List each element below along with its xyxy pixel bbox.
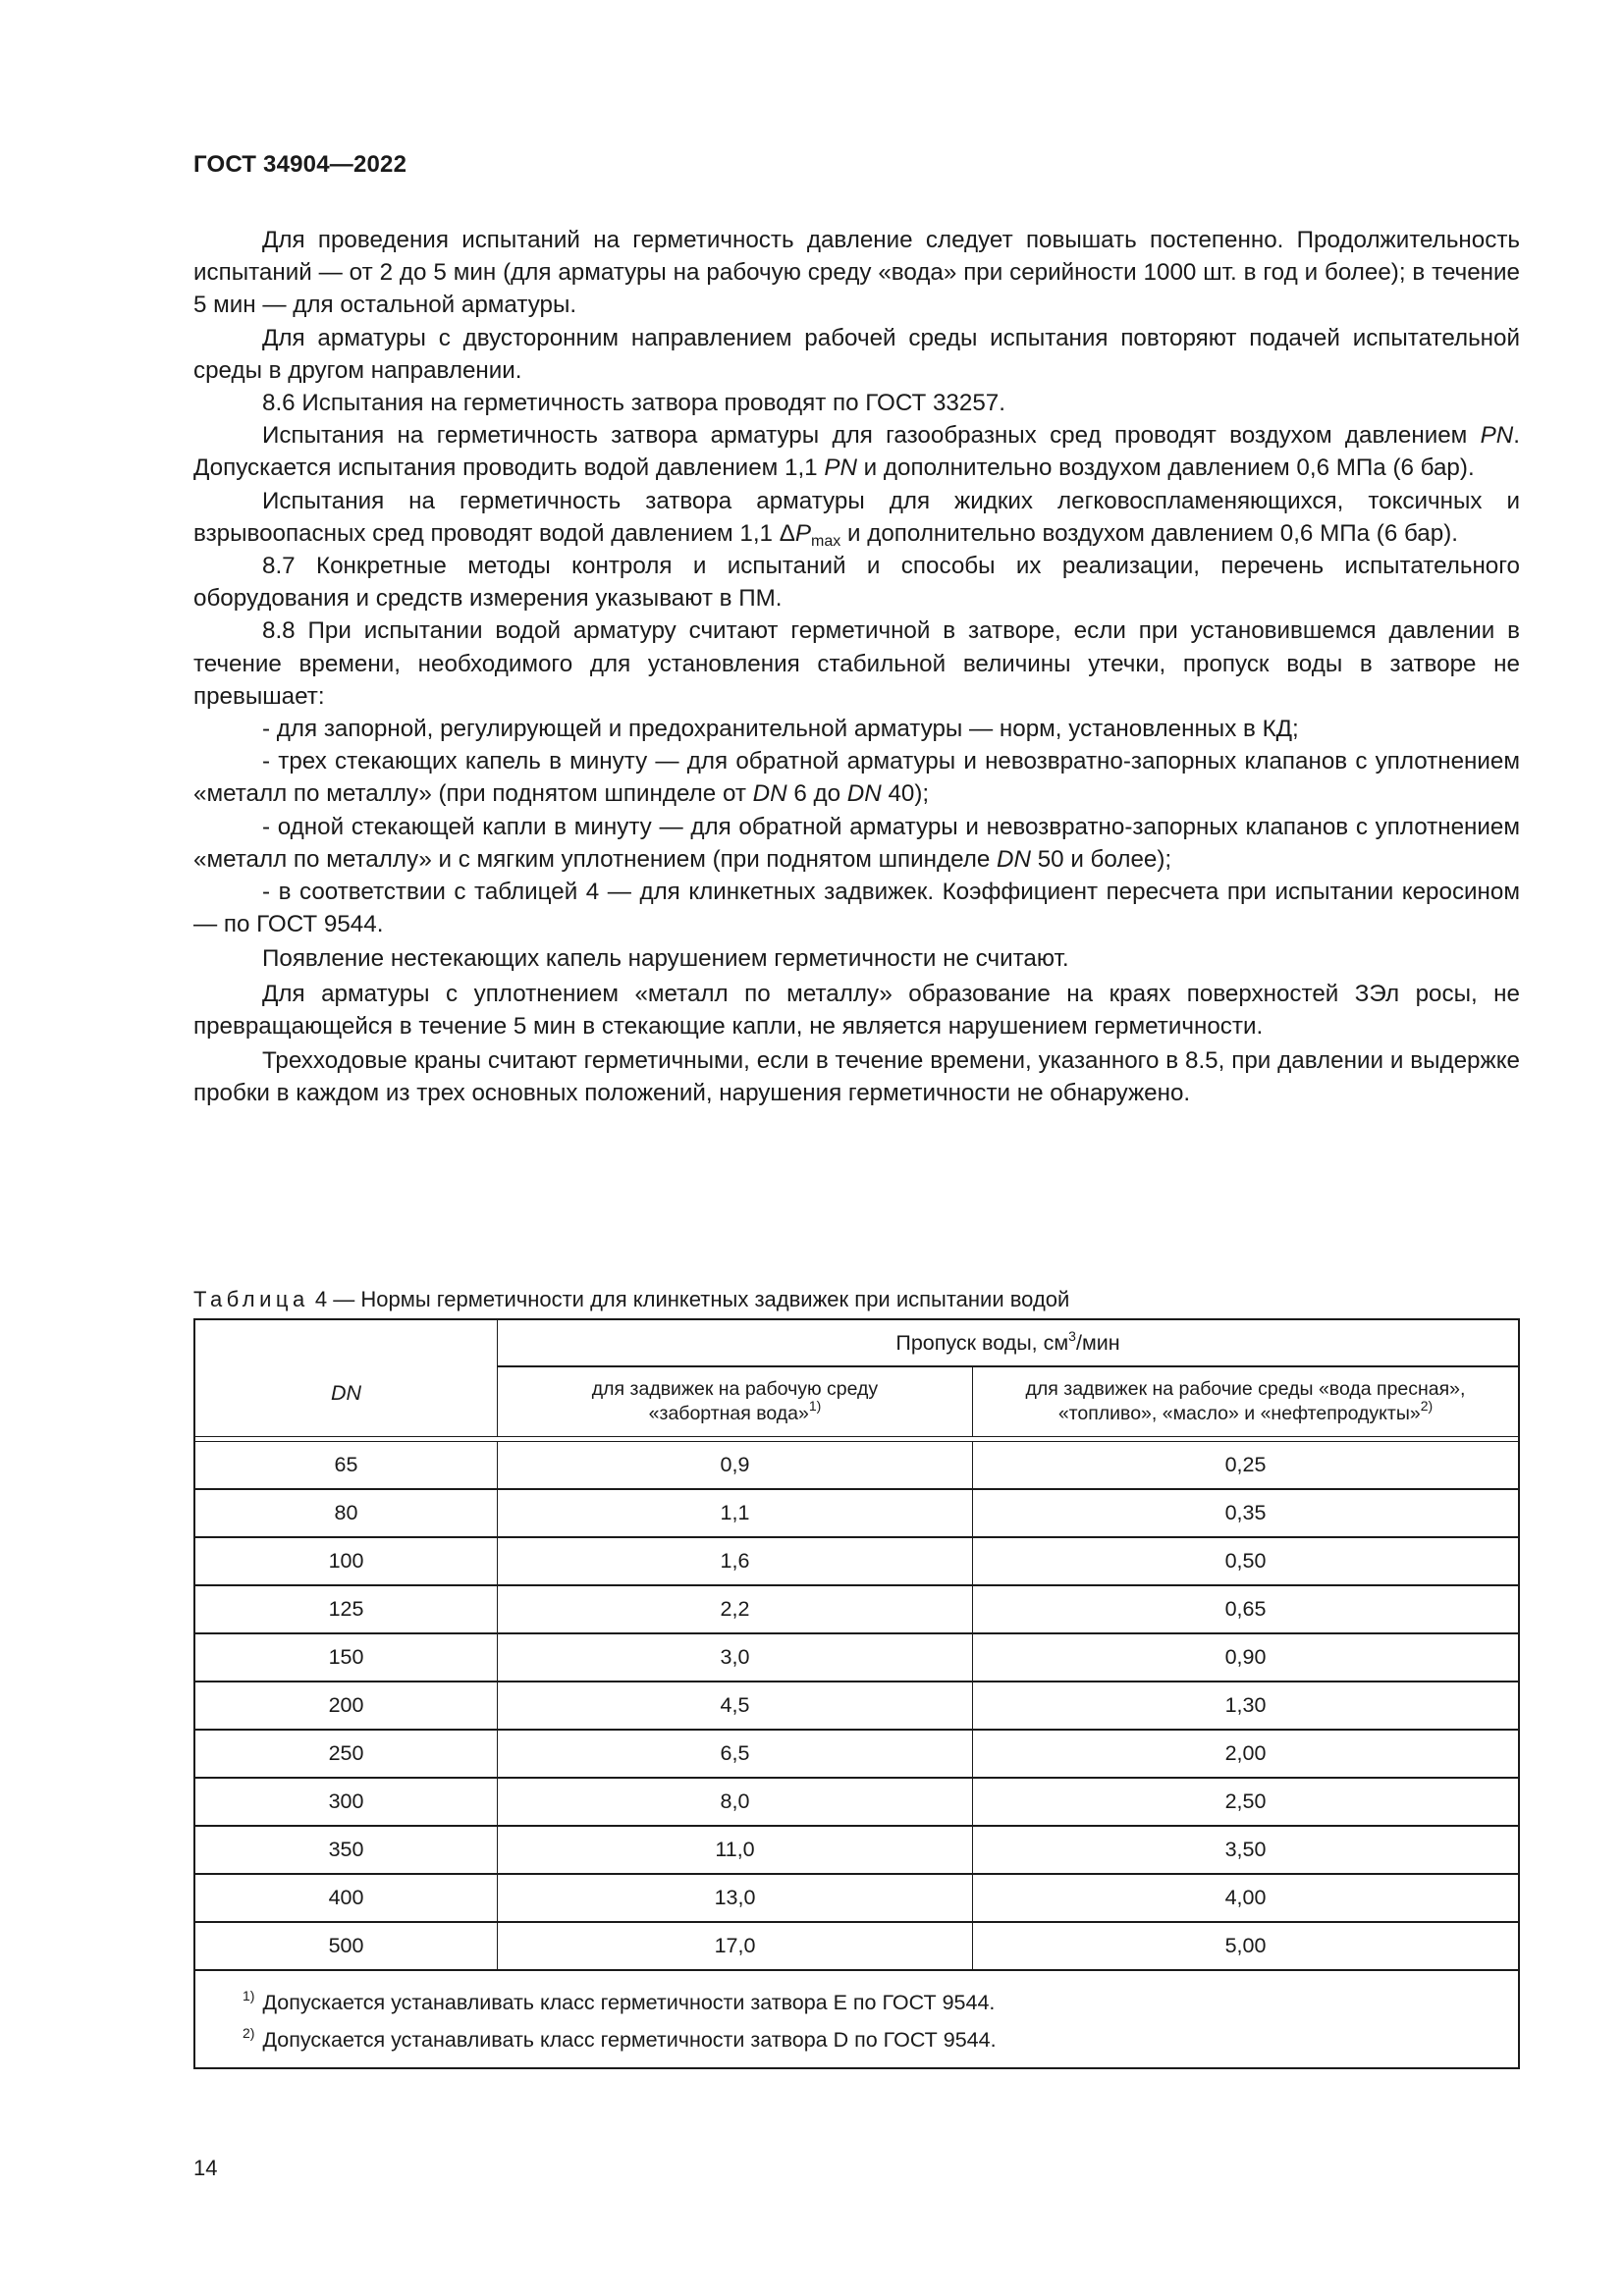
pressure-subscript: max — [811, 532, 841, 550]
table-row: 80 1,1 0,35 — [194, 1489, 1519, 1537]
paragraph-8-6: 8.6 Испытания на герметичность затвора проводят по ГОСТ 33257. — [262, 390, 1005, 417]
table-row: 300 8,0 2,50 — [194, 1778, 1519, 1826]
table-row: 400 13,0 4,00 — [194, 1874, 1519, 1922]
paragraph-test-duration: Для проведения испытаний на герметичность давление следует повышать постепенно. Продолжительность испытаний — от 2 до 5 мин (для арматуры на рабочую среду «вода» при серийности 1000 шт. в год и более); в течение 5 мин — для остальной арматуры. — [193, 227, 1520, 319]
document-body — [193, 224, 1520, 1109]
leakage-norms-table — [193, 1318, 1520, 2069]
paragraph-gas-media: Испытания на герметичность затвора арматуры для газообразных сред проводят воздухом давлением PN. Допускается испытания проводить водой давлением 1,1 PN и дополнительно воздухом давлением 0,6 МПа (6 бар). — [193, 422, 1520, 482]
list-item: - для запорной, регулирующей и предохранительной арматуры — норм, установленных в КД; — [262, 716, 1299, 743]
paragraph-three-way-valves: Трехходовые краны считают герметичными, если в течение времени, указанного в 8.5, при давлении и выдержке пробки в каждом из трех основных положений, нарушения герметичности не обнаружено. — [193, 1047, 1520, 1107]
paragraph-non-dripping: Появление нестекающих капель нарушением герметичности не считают. — [262, 945, 1069, 973]
pn-symbol: PN — [824, 454, 857, 482]
table-row: 65 0,9 0,25 — [194, 1442, 1519, 1490]
footnote-2: $^{2)}$ Допускается устанавливать класс герметичности затвора D по ГОСТ 9544. — [243, 2025, 997, 2052]
column-group-header-water-leakage: Пропуск воды, $см^3$/мин — [498, 1319, 1520, 1366]
table-row: 125 2,2 0,65 — [194, 1585, 1519, 1633]
column-header-dn: DN — [194, 1319, 498, 1437]
column-header-freshwater-fuel-oil: для задвижек на рабочие среды «вода пресная», «топливо», «масло» и «нефтепродукты»$^{2)}$ — [973, 1366, 1520, 1437]
table-row: 100 1,6 0,50 — [194, 1537, 1519, 1585]
column-header-seawater: для задвижек на рабочую среду «забортная вода»$^{1)}$ — [498, 1366, 973, 1437]
table-caption-text: 4 — Нормы герметичности для клинкетных задвижек при испытании водой — [308, 1287, 1070, 1311]
table-row: 350 11,0 3,50 — [194, 1826, 1519, 1874]
paragraph-bidirectional: Для арматуры с двусторонним направлением рабочей среды испытания повторяют подачей испытательной среды в другом направлении. — [193, 324, 1520, 384]
list-item: - трех стекающих капель в минуту — для обратной арматуры и невозвратно-запорных клапанов с уплотнением «металл по металлу» (при поднятом шпинделе от DN 6 до DN 40); — [193, 748, 1520, 808]
list-item: - в соответствии с таблицей 4 — для клинкетных задвижек. Коэффициент пересчета при испытании керосином — по ГОСТ 9544. — [193, 879, 1520, 938]
paragraph-flammable-media: Испытания на герметичность затвора арматуры для жидких легковоспламеняющихся, токсичных и взрывоопасных сред проводят водой давлением 1,1 $\Delta P_{max}$ и дополнительно воздухом давлением 0,6 МПа (6 бар). — [193, 487, 1520, 550]
document-header-title: ГОСТ 34904—2022 — [193, 151, 407, 178]
table-row: 150 3,0 0,90 — [194, 1633, 1519, 1682]
leakage-criteria-list — [193, 713, 1520, 940]
list-item: - одной стекающей капли в минуту — для обратной арматуры и невозвратно-запорных клапанов с уплотнением «металл по металлу» и с мягким уплотнением (при поднятом шпинделе DN 50 и более); — [193, 813, 1520, 873]
table-row: 500 17,0 5,00 — [194, 1922, 1519, 1970]
paragraph-8-8: 8.8 При испытании водой арматуру считают герметичной в затворе, если при установившемся давлении в течение времени, необходимого для установления стабильной величины утечки, пропуск воды в затворе не превышает: — [193, 617, 1520, 710]
paragraph-metal-seal: Для арматуры с уплотнением «металл по металлу» образование на краях поверхностей ЗЭл росы, не превращающейся в течение 5 мин в стекающие капли, не является нарушением герметичности. — [193, 980, 1520, 1040]
table-footnotes-row — [194, 1970, 1519, 2068]
table-footnotes — [194, 1970, 1519, 2068]
pressure-symbol: P — [794, 519, 812, 547]
paragraph-8-7: 8.7 Конкретные методы контроля и испытаний и способы их реализации, перечень испытательного оборудования и средств измерения указывают в ПМ. — [193, 553, 1520, 613]
table-caption — [193, 1287, 1069, 1312]
table-caption-label: Таблица — [193, 1287, 309, 1311]
page-number: 14 — [193, 2156, 218, 2180]
table-row: 250 6,5 2,00 — [194, 1730, 1519, 1778]
table-row: 200 4,5 1,30 — [194, 1682, 1519, 1730]
footnote-1: $^{1)}$ Допускается устанавливать класс герметичности затвора Е по ГОСТ 9544. — [243, 1988, 996, 2014]
pn-symbol: PN — [1480, 422, 1514, 450]
